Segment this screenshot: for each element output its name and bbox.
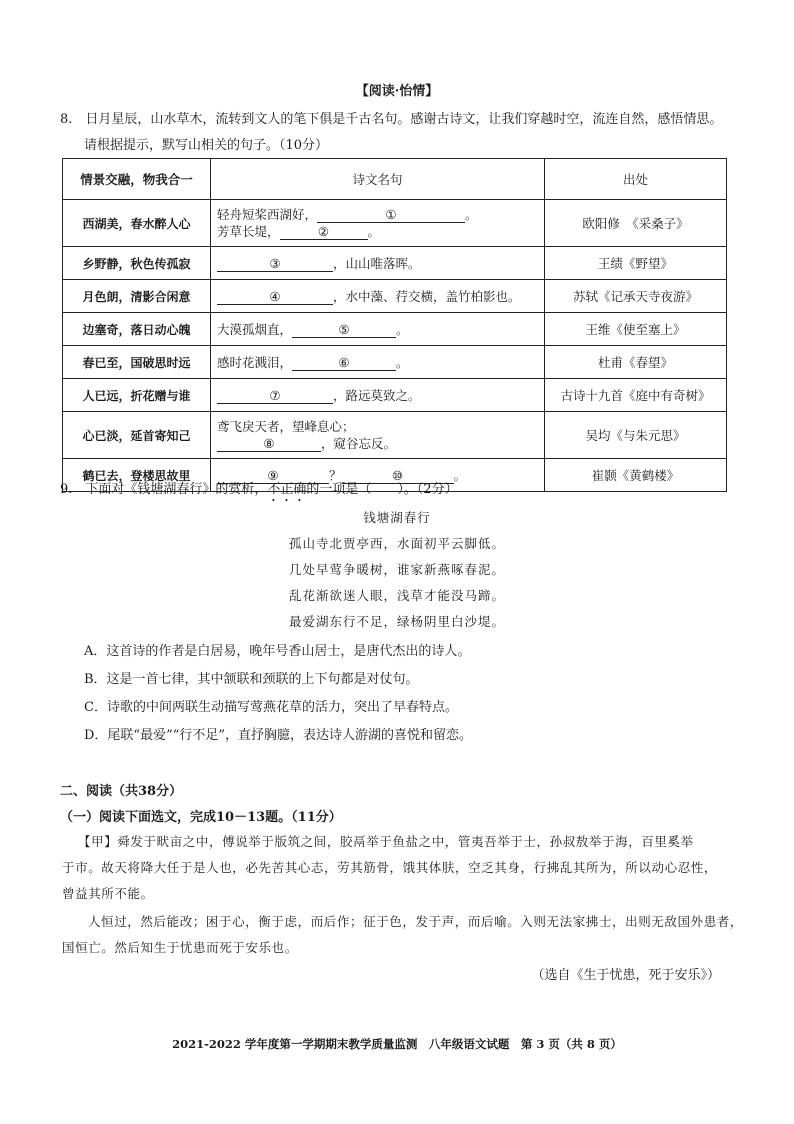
option-d[interactable]: D．尾联“最爱”“行不足”，直抒胸臆，表达诗人游湖的喜悦和留恋。	[84, 728, 473, 743]
table-row	[63, 379, 727, 412]
verse-text: ，窥谷忘反。	[321, 436, 397, 451]
q9-prompt-text: 9. 下面对《钱塘湖春行》的赏析，	[60, 482, 268, 497]
poem-line: 最爱湖东行不足，绿杨阴里白沙堤。	[288, 614, 505, 629]
row-verse	[211, 280, 545, 313]
option-a[interactable]: A．这首诗的作者是白居易，晚年号香山居士，是唐代杰出的诗人。	[84, 644, 471, 659]
row-source: 崔颢《黄鹤楼》	[545, 459, 727, 492]
verse-text: ，水中藻、荇交横，盖竹柏影也。	[333, 289, 521, 304]
blank-3[interactable]: ③	[217, 257, 333, 272]
page-footer: 2021-2022 学年度第一学期期末教学质量监测 八年级语文试题 第 3 页（共 8 页）	[172, 1037, 622, 1051]
option-c[interactable]: C．诗歌的中间两联生动描写莺燕花草的活力，突出了早春特点。	[84, 700, 458, 715]
table-row	[63, 346, 727, 379]
option-b[interactable]: B．这是一首七律，其中颔联和颈联的上下句都是对仗句。	[84, 672, 419, 687]
verse-text: 大漠孤烟直，	[217, 322, 293, 337]
row-theme: 春已至，国破思时远	[63, 346, 211, 379]
row-source: 古诗十九首《庭中有奇树》	[545, 379, 727, 412]
row-source: 王维《使至塞上》	[545, 313, 727, 346]
verse-text: 。	[367, 224, 381, 239]
poem-line: 几处早莺争暖树，谁家新燕啄春泥。	[288, 562, 505, 577]
blank-10[interactable]: ⑩	[342, 469, 454, 484]
row-source: 吴均《与朱元思》	[545, 412, 727, 459]
row-theme: 心已淡，延首寄知己	[63, 412, 211, 459]
row-source: 杜甫《春望》	[545, 346, 727, 379]
q9-emphasis: 不正确	[267, 482, 307, 497]
verse-text: 感时花溅泪，	[217, 355, 293, 370]
passage-line: 曾益其所不能。	[62, 886, 154, 901]
row-theme: 边塞奇，落日动心魄	[63, 313, 211, 346]
verse-text: ，路远莫致之。	[333, 388, 421, 403]
part2-title: 二、阅读（共38分）	[60, 784, 183, 799]
q8-prompt-line2: 请根据提示，默写山相关的句子。（10分）	[84, 138, 329, 153]
table-row	[63, 200, 727, 247]
poem-line: 孤山寺北贾亭西，水面初平云脚低。	[288, 536, 505, 551]
row-theme: 鹤已去，登楼思故里	[63, 459, 211, 492]
header-theme: 情景交融，物我合一	[63, 159, 211, 200]
table-row	[63, 412, 727, 459]
table-row	[63, 313, 727, 346]
verse-text: 。	[396, 322, 409, 337]
verse-text: ？	[329, 468, 342, 483]
q9-prompt-text: 的一项是（ ）。（2分）	[306, 482, 458, 497]
verse-text: 鸢飞戾天者，望峰息心；	[217, 419, 355, 434]
blank-6[interactable]: ⑥	[292, 356, 396, 371]
q8-prompt-line1: 8. 日月星辰，山水草木，流转到文人的笔下俱是千古名句。感谢古诗文，让我们穿越时空，流连自然，感悟情思。	[60, 112, 723, 127]
passage-line: 【甲】舜发于畎亩之中，傅说举于版筑之间，胶鬲举于鱼盐之中，管夷吾举于士，孙叔敖举于海，百里奚举	[78, 834, 694, 849]
row-verse	[211, 412, 545, 459]
poem-title: 钱塘湖春行	[363, 510, 431, 525]
row-theme: 月色朗，清影合闲意	[63, 280, 211, 313]
row-theme: 乡野静，秋色传孤寂	[63, 247, 211, 280]
passage-line: 于市。故天将降大任于是人也，必先苦其心志，劳其筋骨，饿其体肤，空乏其身，行拂乱其所为，所以动心忍性，	[62, 860, 718, 875]
row-verse	[211, 313, 545, 346]
blank-2[interactable]: ②	[280, 225, 368, 240]
row-theme: 人已远，折花赠与谁	[63, 379, 211, 412]
blank-7[interactable]: ⑦	[217, 389, 333, 404]
row-verse	[211, 200, 545, 247]
verse-text: 。	[453, 468, 467, 483]
passage-line: 国恒亡。然后知生于忧患而死于安乐也。	[62, 940, 298, 955]
part2-subtitle: （一）阅读下面选文，完成10－13题。（11分）	[60, 810, 342, 825]
row-verse	[211, 346, 545, 379]
verse-text: 轻舟短桨西湖好，	[217, 207, 318, 222]
verse-text: 。	[396, 355, 409, 370]
verse-text: 。	[465, 207, 478, 222]
row-theme: 西湖美，春水醉人心	[63, 200, 211, 247]
row-source: 苏轼《记承天寺夜游》	[545, 280, 727, 313]
q9-prompt	[60, 478, 458, 505]
poem-line: 乱花渐欲迷人眼，浅草才能没马蹄。	[288, 588, 505, 603]
row-source: 王绩《野望》	[545, 247, 727, 280]
table-row	[63, 280, 727, 313]
row-source: 欧阳修 《采桑子》	[545, 200, 727, 247]
source-note: （选自《生于忧患，死于安乐》）	[531, 968, 720, 983]
header-verse: 诗文名句	[211, 159, 545, 200]
header-source: 出处	[545, 159, 727, 200]
blank-4[interactable]: ④	[217, 290, 333, 305]
section-title: 【阅读·怡情】	[355, 84, 439, 99]
poem-table	[62, 158, 727, 492]
row-verse	[211, 247, 545, 280]
verse-text: ，山山唯落晖。	[333, 256, 421, 271]
row-verse	[211, 379, 545, 412]
passage-line: 人恒过，然后能改；困于心，衡于虑，而后作；征于色，发于声，而后喻。入则无法家拂士，出则无敌国外患者，	[88, 914, 744, 929]
blank-8[interactable]: ⑧	[217, 437, 321, 452]
blank-9[interactable]: ⑨	[217, 469, 329, 484]
table-row	[63, 247, 727, 280]
table-header-row	[63, 159, 727, 200]
blank-5[interactable]: ⑤	[292, 323, 396, 338]
verse-text: 芳草长堤，	[217, 224, 280, 239]
blank-1[interactable]: ①	[317, 208, 465, 223]
